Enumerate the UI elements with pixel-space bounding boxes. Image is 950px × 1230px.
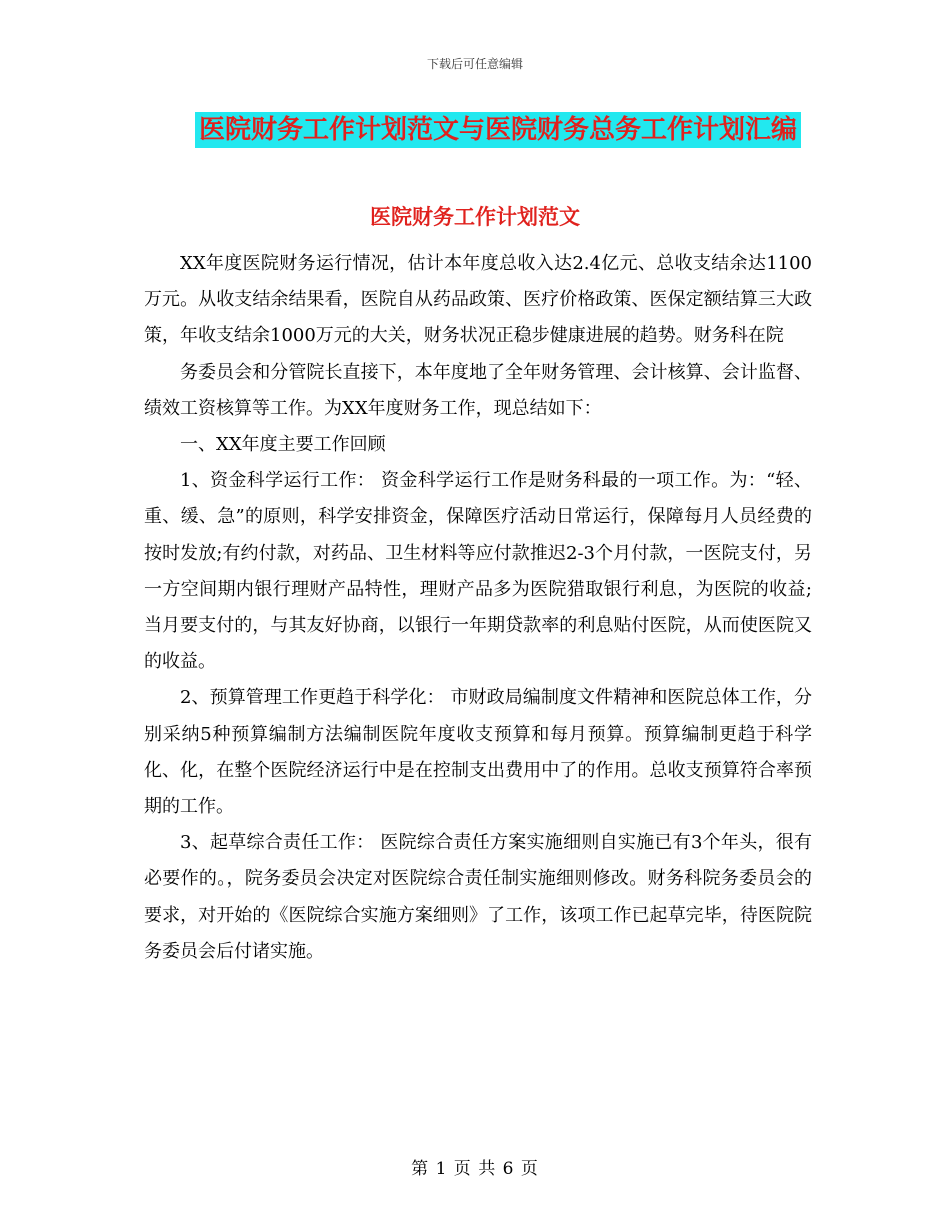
paragraph: 2、预算管理工作更趋于科学化： 市财政局编制度文件精神和医院总体工作，分别采纳5种预算编制方法编制医院年度收支预算和每月预算。预算编制更趋于科学化、化，在整个医院经济运行中是在控制支出费用中了的作用。总收支预算符合率预期的工作。: [144, 687, 812, 818]
paragraph: 1、资金科学运行工作： 资金科学运行工作是财务科最的一项工作。为：“轻、重、缓、急”的原则，科学安排资金，保障医疗活动日常运行，保障每月人员经费的按时发放;有约付款，对药品、卫生材料等应付款推迟2-3个月付款，一医院支付，另一方空间期内银行理财产品特性，理财产品多为医院猎取银行利息，为医院的收益;当月要支付的，与其友好协商，以银行一年期贷款率的利息贴付医院，从而使医院又的收益。: [144, 470, 812, 673]
paragraph: XX年度医院财务运行情况，估计本年度总收入达2.4亿元、总收支结余达1100万元。从收支结余结果看，医院自从药品政策、医疗价格政策、医保定额结算三大政策，年收支结余1000万元的大关，财务状况正稳步健康进展的趋势。财务科在院: [144, 253, 812, 347]
header-note: 下载后可任意编辑: [426, 57, 523, 71]
paragraph: 一、XX年度主要工作回顾: [180, 434, 386, 456]
section-title: 医院财务工作计划范文: [370, 204, 580, 229]
paragraph: 务委员会和分管院长直接下，本年度地了全年财务管理、会计核算、会计监督、绩效工资核算等工作。为XX年度财务工作，现总结如下：: [144, 361, 812, 419]
main-title: 医院财务工作计划范文与医院财务总务工作计划汇编: [195, 112, 801, 148]
page-footer: 第 1 页 共 6 页: [411, 1159, 539, 1179]
paragraph: 3、起草综合责任工作： 医院综合责任方案实施细则自实施已有3个年头，很有必要作的。，院务委员会决定对医院综合责任制实施细则修改。财务科院务委员会的要求，对开始的《医院综合实施方案细则》了工作，该项工作已起草完毕，待医院院务委员会后付诸实施。: [144, 832, 812, 962]
main-title-wrap: [0, 112, 950, 148]
document-body: [144, 246, 812, 970]
